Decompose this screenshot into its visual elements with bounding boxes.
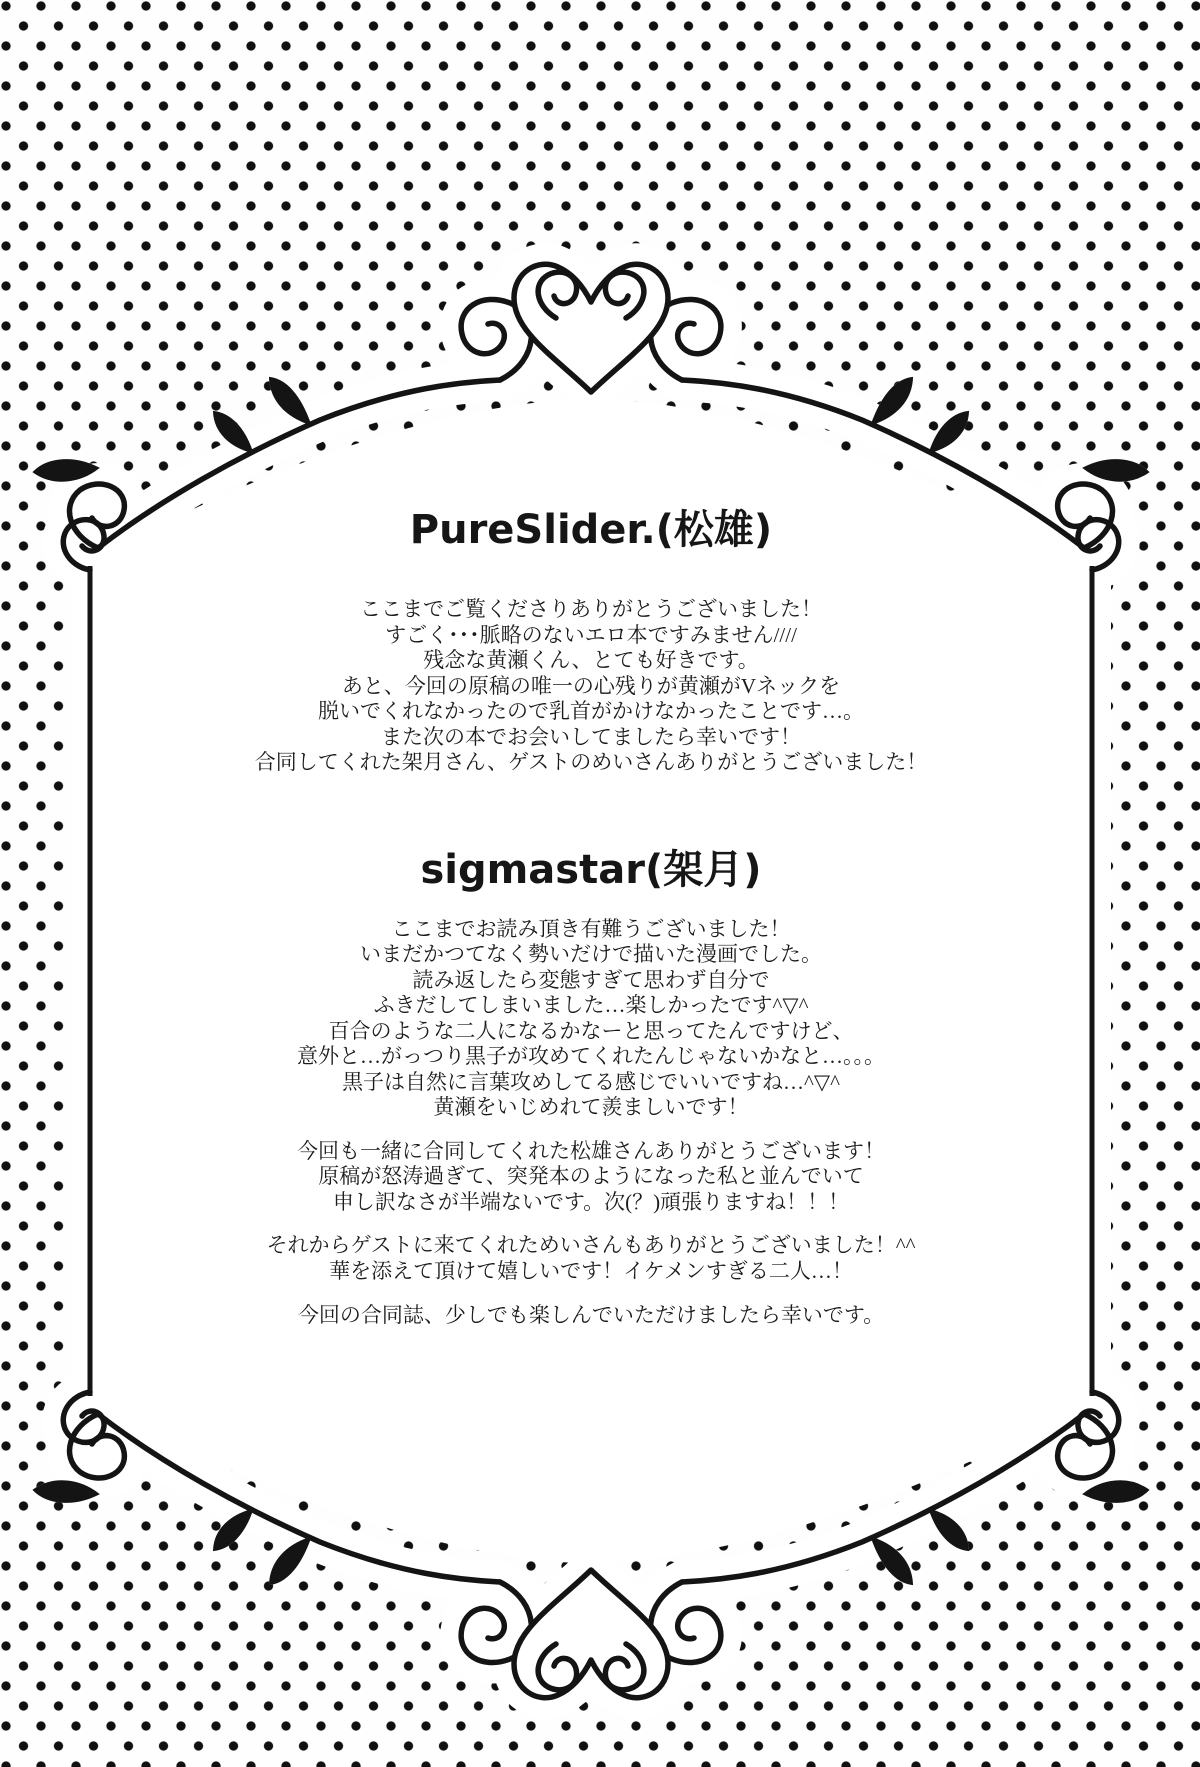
paragraph-block	[0, 1139, 1182, 1216]
afterword-line: 黒子は自然に言葉攻めしてる感じでいいですね…^▽^	[342, 1069, 840, 1094]
afterword-line: 今回の合同誌、少しでも楽しんでいただけましたら幸いです。	[297, 1303, 885, 1327]
afterword-line: 申し訳なさが半端ないです。次(？)頑張りますね！！！	[332, 1189, 850, 1214]
afterword-line: ここまでお読み頂き有難うございました！	[391, 916, 791, 941]
afterword-line: それからゲストに来てくれためいさんもありがとうございました！^^	[266, 1233, 916, 1257]
afterword-line: 合同してくれた架月さん、ゲストのめいさんありがとうございました！	[254, 750, 928, 774]
section-heading-sigmastar: sigmastar(架月)	[420, 846, 762, 893]
afterword-line: いまだかつてなく勢いだけで描いた漫画でした。	[360, 942, 822, 966]
afterword-line: 読み返したら変態すぎて思わず自分で	[412, 967, 770, 992]
afterword-line: また次の本でお会いしてましたら幸いです！	[381, 724, 801, 749]
afterword-line: あと、今回の原稿の唯一の心残りが黄瀬がVネックを	[341, 673, 841, 698]
paragraph-block	[0, 1303, 1182, 1329]
paragraph-block	[0, 917, 1182, 1121]
paragraph-block	[0, 1233, 1182, 1284]
afterword-line: 原稿が怒涛過ぎて、突発本のようになった私と並んでいて	[318, 1164, 864, 1188]
afterword-line: 残念な黄瀬くん、とても好きです。	[423, 648, 759, 672]
paragraph-block	[0, 597, 1182, 776]
afterword-line: すごく･･･脈略のないエロ本ですみません////	[385, 622, 797, 647]
afterword-line: 意外と…がっつり黒子が攻めてくれたんじゃないかなと…。。。	[297, 1044, 885, 1068]
afterword-line: 脱いでくれなかったので乳首がかけなかったことです…。	[318, 699, 864, 723]
section-sigmastar	[0, 846, 1182, 1329]
afterword-line: 黄瀬をいじめれて羨ましいです！	[433, 1095, 749, 1119]
section-heading-pureslider: PureSlider.(松雄)	[409, 507, 773, 553]
afterword-line: 今回も一緒に合同してくれた松雄さんありがとうございます！	[297, 1138, 885, 1163]
section-pureslider	[0, 506, 1182, 776]
afterword-line: ここまでご覧くださりありがとうございました！	[360, 597, 822, 621]
afterword-line: ふきだしてしまいました…楽しかったです^▽^	[373, 993, 809, 1017]
afterword-line: 華を添えて頂けて嬉しいです！イケメンすぎる二人…！	[329, 1258, 853, 1283]
afterword-line: 百合のような二人になるかなーと思ってたんですけど、	[328, 1018, 854, 1043]
